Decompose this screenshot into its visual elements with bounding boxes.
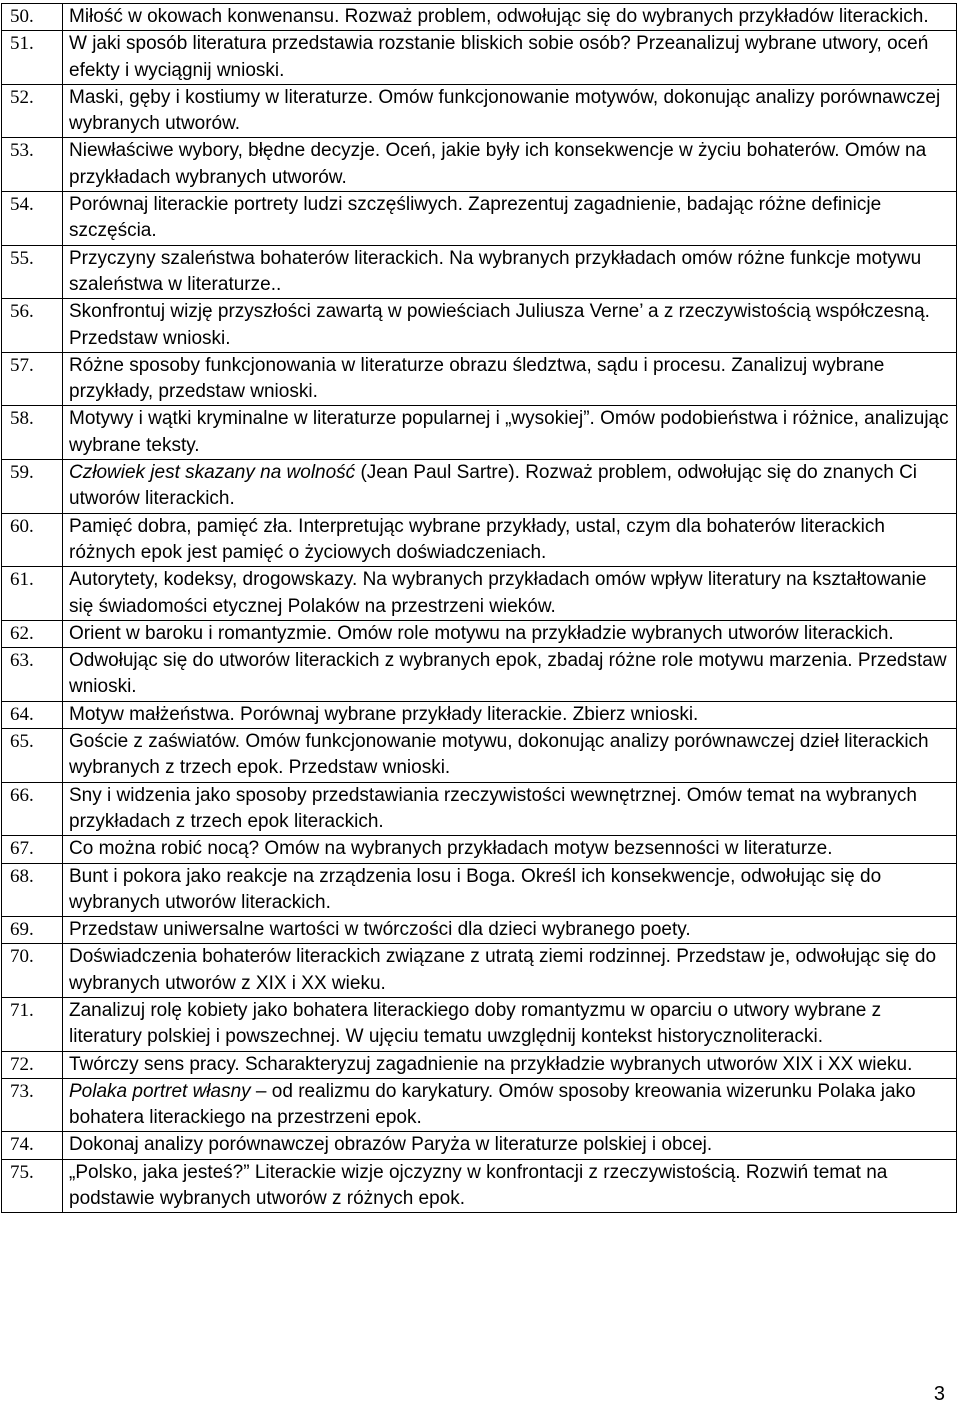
table-row xyxy=(2,1159,957,1213)
topic-text: Przyczyny szaleństwa bohaterów literackich. Na wybranych przykładach omów różne funkcje motywu szaleństwa w literaturze.. xyxy=(63,245,957,299)
topic-text-rest: (Jean Paul Sartre). Rozważ problem, odwołując się do znanych Ci utworów literackich. xyxy=(69,462,918,510)
topic-number: 69. xyxy=(2,917,63,944)
table-row xyxy=(2,352,957,406)
topic-text: Sny i widzenia jako sposoby przedstawiania rzeczywistości wewnętrznej. Omów temat na wybranych przykładach z trzech epok literackich. xyxy=(63,782,957,836)
table-row xyxy=(2,567,957,621)
topic-text: Zanalizuj rolę kobiety jako bohatera literackiego doby romantyzmu w oparciu o utwory wybrane z literatury polskiej i powszechnej. W ujęciu tematu uwzględnij kontekst historycznoliteracki. xyxy=(63,997,957,1051)
table-row xyxy=(2,31,957,85)
topic-number: 65. xyxy=(2,729,63,783)
topic-text: Miłość w okowach konwenansu. Rozważ problem, odwołując się do wybranych przykładów literackich. xyxy=(63,4,957,31)
topic-number: 63. xyxy=(2,648,63,702)
topic-number: 51. xyxy=(2,31,63,85)
topic-text: Orient w baroku i romantyzmie. Omów role motywu na przykładzie wybranych utworów literackich. xyxy=(63,620,957,647)
topic-text: Co można robić nocą? Omów na wybranych przykładach motyw bezsenności w literaturze. xyxy=(63,836,957,863)
topic-quote: Polaka portret własny xyxy=(69,1080,251,1102)
topic-number: 74. xyxy=(2,1132,63,1159)
table-row xyxy=(2,620,957,647)
table-row xyxy=(2,513,957,567)
topic-text xyxy=(63,460,957,514)
topic-text: „Polsko, jaka jesteś?” Literackie wizje ojczyzny w konfrontacji z rzeczywistością. Rozwiń temat na podstawie wybranych utworów z różnych epok. xyxy=(63,1159,957,1213)
topic-text: Motyw małżeństwa. Porównaj wybrane przykłady literackie. Zbierz wnioski. xyxy=(63,701,957,728)
topic-text: Przedstaw uniwersalne wartości w twórczości dla dzieci wybranego poety. xyxy=(63,917,957,944)
topic-number: 58. xyxy=(2,406,63,460)
topic-quote: Człowiek jest skazany na wolność xyxy=(69,462,356,484)
table-row xyxy=(2,648,957,702)
table-row xyxy=(2,944,957,998)
topic-number: 72. xyxy=(2,1051,63,1078)
table-row xyxy=(2,701,957,728)
topic-number: 67. xyxy=(2,836,63,863)
topic-number: 62. xyxy=(2,620,63,647)
topic-text: Porównaj literackie portrety ludzi szczęśliwych. Zaprezentuj zagadnienie, badając różne definicje szczęścia. xyxy=(63,192,957,246)
topic-number: 56. xyxy=(2,299,63,353)
topic-text: Odwołując się do utworów literackich z wybranych epok, zbadaj różne role motywu marzenia. Przedstaw wnioski. xyxy=(63,648,957,702)
table-row xyxy=(2,782,957,836)
topic-number: 75. xyxy=(2,1159,63,1213)
topic-number: 60. xyxy=(2,513,63,567)
topic-text: Goście z zaświatów. Omów funkcjonowanie motywu, dokonując analizy porównawczej dzieł literackich wybranych z trzech epok. Przedstaw wnioski. xyxy=(63,729,957,783)
topic-number: 50. xyxy=(2,4,63,31)
table-row xyxy=(2,729,957,783)
table-row xyxy=(2,917,957,944)
table-row xyxy=(2,1078,957,1132)
topic-number: 61. xyxy=(2,567,63,621)
table-row xyxy=(2,245,957,299)
topic-number: 73. xyxy=(2,1078,63,1132)
topic-text: Autorytety, kodeksy, drogowskazy. Na wybranych przykładach omów wpływ literatury na kształtowanie się świadomości etycznej Polaków na przestrzeni wieków. xyxy=(63,567,957,621)
topic-text: Niewłaściwe wybory, błędne decyzje. Oceń, jakie były ich konsekwencje w życiu bohaterów. Omów na przykładach wybranych utworów. xyxy=(63,138,957,192)
topic-number: 64. xyxy=(2,701,63,728)
topic-number: 66. xyxy=(2,782,63,836)
topic-text: W jaki sposób literatura przedstawia rozstanie bliskich sobie osób? Przeanalizuj wybrane utwory, oceń efekty i wyciągnij wnioski. xyxy=(63,31,957,85)
topic-number: 70. xyxy=(2,944,63,998)
topic-text: Różne sposoby funkcjonowania w literaturze obrazu śledztwa, sądu i procesu. Zanalizuj wybrane przykłady, przedstaw wnioski. xyxy=(63,352,957,406)
topic-number: 71. xyxy=(2,997,63,1051)
topic-number: 53. xyxy=(2,138,63,192)
table-row xyxy=(2,299,957,353)
topic-text: Bunt i pokora jako reakcje na zrządzenia losu i Boga. Określ ich konsekwencje, odwołując się do wybranych utworów literackich. xyxy=(63,863,957,917)
topic-text: Dokonaj analizy porównawczej obrazów Paryża w literaturze polskiej i obcej. xyxy=(63,1132,957,1159)
topic-text: Maski, gęby i kostiumy w literaturze. Omów funkcjonowanie motywów, dokonując analizy porównawczej wybranych utworów. xyxy=(63,84,957,138)
topics-table xyxy=(1,3,957,1213)
table-row xyxy=(2,192,957,246)
table-row xyxy=(2,1051,957,1078)
topic-text: Pamięć dobra, pamięć zła. Interpretując wybrane przykłady, ustal, czym dla bohaterów literackich różnych epok jest pamięć o życiowych doświadczeniach. xyxy=(63,513,957,567)
topic-number: 57. xyxy=(2,352,63,406)
topic-text: Doświadczenia bohaterów literackich związane z utratą ziemi rodzinnej. Przedstaw je, odwołując się do wybranych utworów z XIX i XX wieku. xyxy=(63,944,957,998)
topic-text xyxy=(63,1078,957,1132)
table-row xyxy=(2,863,957,917)
topic-text: Twórczy sens pracy. Scharakteryzuj zagadnienie na przykładzie wybranych utworów XIX i XX wieku. xyxy=(63,1051,957,1078)
table-row xyxy=(2,406,957,460)
table-row xyxy=(2,1132,957,1159)
table-row xyxy=(2,836,957,863)
topic-number: 54. xyxy=(2,192,63,246)
topic-text-rest: – od realizmu do karykatury. Omów sposoby kreowania wizerunku Polaka jako bohatera literackiego na przestrzeni epok. xyxy=(69,1080,916,1129)
topic-text: Skonfrontuj wizję przyszłości zawartą w powieściach Juliusza Verne’ a z rzeczywistością współczesną. Przedstaw wnioski. xyxy=(63,299,957,353)
table-row xyxy=(2,460,957,514)
topic-number: 59. xyxy=(2,460,63,514)
topics-table-body xyxy=(2,4,957,1213)
topic-number: 55. xyxy=(2,245,63,299)
topic-number: 52. xyxy=(2,84,63,138)
topic-number: 68. xyxy=(2,863,63,917)
table-row xyxy=(2,997,957,1051)
table-row xyxy=(2,4,957,31)
topic-text: Motywy i wątki kryminalne w literaturze popularnej i „wysokiej”. Omów podobieństwa i różnice, analizując wybrane teksty. xyxy=(63,406,957,460)
table-row xyxy=(2,84,957,138)
table-row xyxy=(2,138,957,192)
page-number: 3 xyxy=(933,1383,945,1405)
